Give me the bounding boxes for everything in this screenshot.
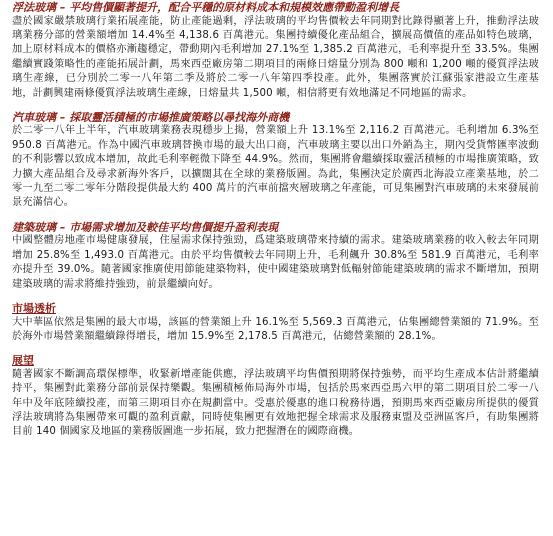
section-market-analysis	[12, 302, 539, 344]
section-auto-glass	[12, 111, 539, 211]
section-heading-outlook	[12, 354, 539, 368]
section-heading-auto-glass	[12, 111, 539, 125]
heading-prefix: 展望	[12, 354, 34, 368]
section-outlook	[12, 354, 539, 440]
section-heading-market-analysis	[12, 302, 539, 316]
section-body-outlook: 隨著國家不斷調高環保標準，收緊新增產能供應，浮法玻璃平均售價預期將保持強勢，而平均生產成本估計將繼續持平，集團對此業務分部前景保持樂觀。集團積極佈局海外市場，包括於馬來西亞馬六甲的第二期項目於二零一八年中及年底陸續投產，而第三期項目亦在規劃當中。受惠於優惠的進口稅務待遇，預期馬來西亞廠房所提供的優質浮法玻璃將為集團帶來可觀的盈利貢獻，同時使集團更有效地把握全球需求及服務東盟及亞洲區客戶，有助集團將目前 140 個國家及地區的業務版圖進一步拓展，致力把握潛在的國際商機。	[12, 368, 539, 438]
section-heading-float-glass	[12, 1, 539, 15]
heading-prefix: 汽車玻璃 –	[12, 110, 66, 124]
heading-prefix: 浮法玻璃 –	[12, 1, 66, 14]
heading-title: 採取靈活積極的市場推廣策略以尋找海外商機	[69, 110, 290, 124]
section-body-market-analysis: 大中華區依然是集團的最大市場，該區的營業額上升 16.1%至 5,569.3 百萬港元，佔集團總營業額的 71.9%。至於海外市場營業額繼續錄得增長，增加 15.9%至 2,178.5 百萬港元，佔總營業額的 28.1%。	[12, 316, 539, 342]
heading-prefix: 建築玻璃 –	[12, 220, 66, 234]
section-body-auto-glass: 於二零一八年上半年，汽車玻璃業務表現穩步上揚，營業額上升 13.1%至 2,116.2 百萬港元。毛利增加 6.3%至 950.8 百萬港元。作為中國汽車玻璃替換市場的最大出口商，汽車玻璃主要以出口外銷為主，期內受貨幣匯率波動的不利影響以致成本增加，故此毛利率輕微下降至 44.9%。然而，集團將會繼續採取靈活積極的市場推廣策略，致力擴大產品組合及尋求新海外客戶，以擴闊其在全球的業務版圖。為此，集團決定於廣西北海設立產業基地，於二零一九至二零二零年分階段提供最大約 400 萬片的汽車前擋夾層玻璃之年產能，可見集團對汽車玻璃的未來發展前景充滿信心。	[12, 125, 539, 209]
section-float-glass	[12, 1, 539, 101]
section-architectural-glass	[12, 221, 539, 292]
heading-title: 市場需求增加及較佳平均售價提升盈利表現	[69, 220, 279, 234]
section-body-architectural-glass: 中國整體房地產市場健康發展，住屋需求保持強勁，爲建築玻璃帶來持續的需求。建築玻璃業務的收入較去年同期增加 25.8%至 1,493.0 百萬港元。由於平均售價較去年同期上升，毛利飆升 30.8%至 581.9 百萬港元，毛利率亦提升至 39.0%。隨著國家推廣使用節能建築物料，使中國建築玻璃對低輻射節能建築玻璃的需求不斷增加，預期建築玻璃的需求將維持強勁，前景繼續向好。	[12, 235, 539, 290]
section-body-float-glass: 盡於國家嚴禁玻璃行業拓展產能，防止產能過剩，浮法玻璃的平均售價較去年同期對比錄得顯著上升，推動浮法玻璃業務分部的營業額增加 14.4%至 4,138.6 百萬港元。集團持續優化產品組合，擴展高價值的產品如特色玻璃，加上原材料成本的價格亦漸趨穩定，帶動期內毛利增加 27.1%至 1,385.2 百萬港元，毛利率提升至 33.5%。集團繼續實踐策略性的產能拓展計劃，馬來西亞廠房第二期項目的兩條日熔量分別為 800 噸和 1,200 噸的優質浮法玻璃生產線，已分別於二零一八年第二季及將於二零一八年第四季投產。此外，集團落實於江蘇張家港設立生產基地，計劃興建兩條優質浮法玻璃生產線，日熔量共 1,500 噸，相信將更有效地滿足不同地區的需求。	[12, 15, 539, 99]
section-heading-architectural-glass	[12, 221, 539, 235]
heading-title: 平均售價顯著提升，配合平穩的原材料成本和規模效應帶動盈利增長	[69, 1, 400, 14]
heading-prefix: 市場透析	[12, 302, 56, 315]
